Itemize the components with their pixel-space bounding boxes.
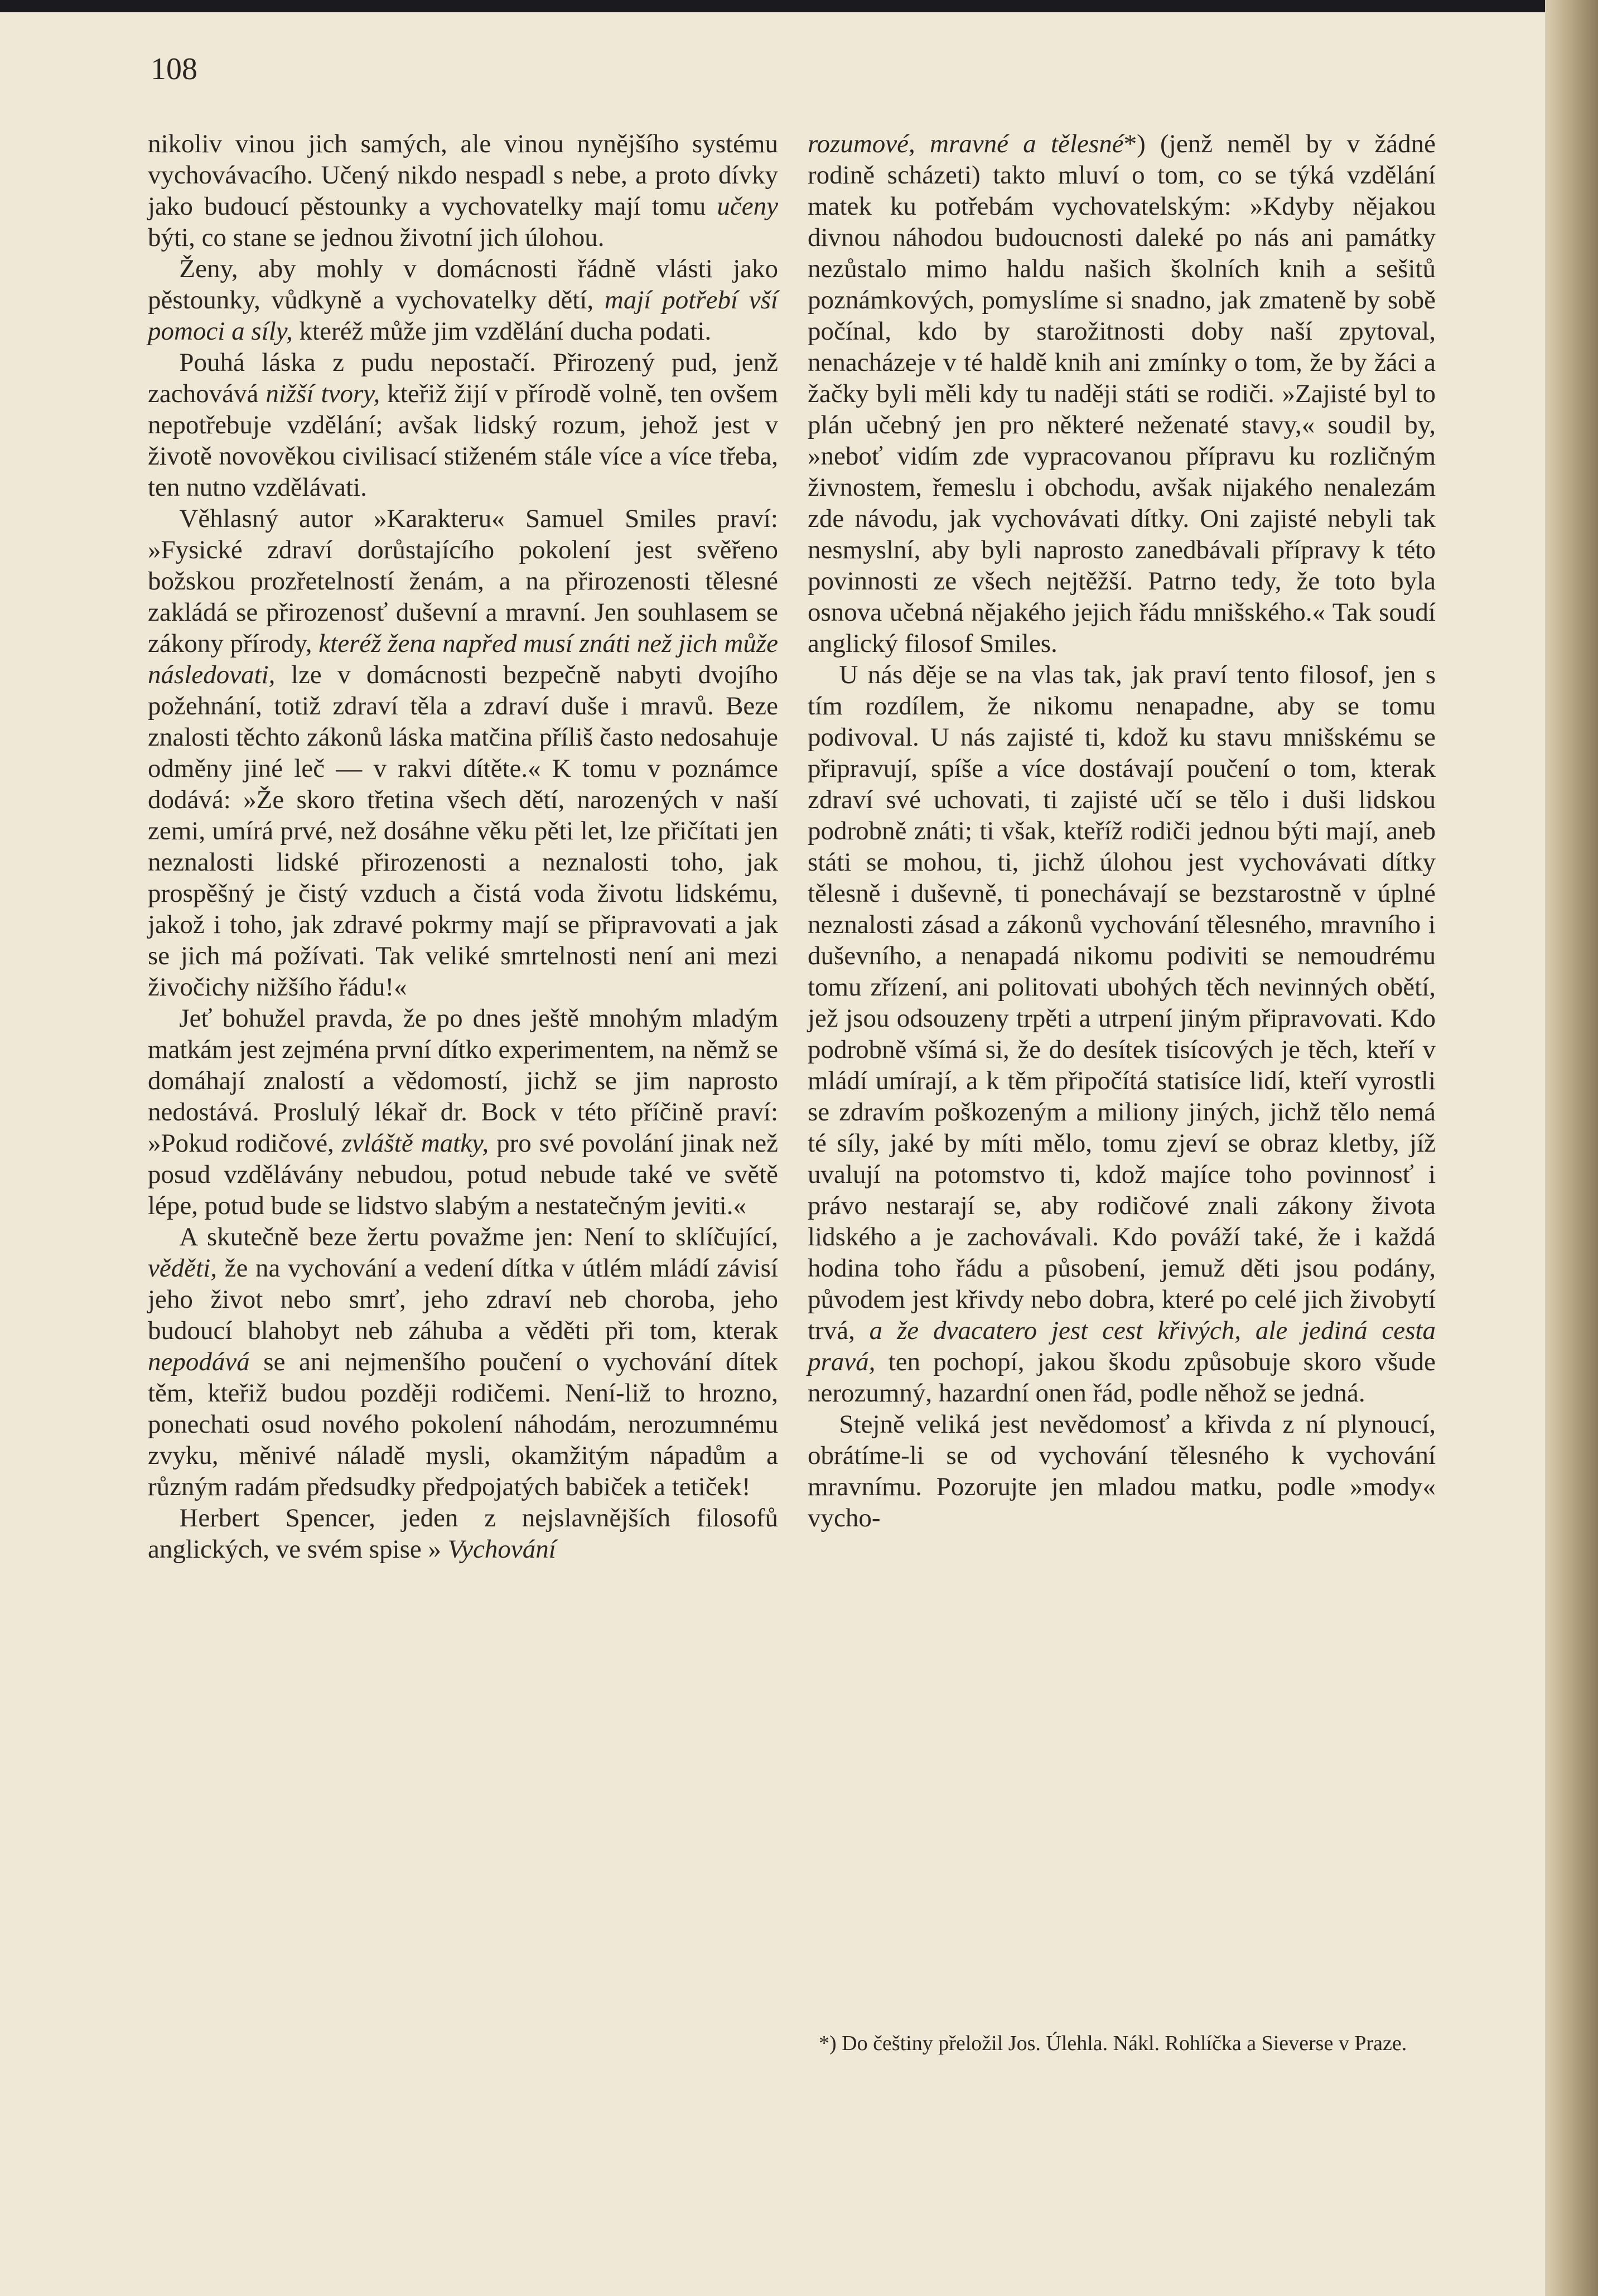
paragraph: nikoliv vinou jich samých, ale vinou nynějšího systému vychovávacího. Učený nikdo nespadl s nebe, a proto dívky jako budoucí pěstounky a vychovatelky mají tomu učeny býti, co stane se jednou životní jich úlohou.: [148, 129, 778, 252]
paragraph: Věhlasný autor »Karakteru« Samuel Smiles praví: »Fysické zdraví dorůstajícího pokolení jest svěřeno božskou prozřetelností ženám, a na přirozenosti tělesné zakládá se přirozenosť duševní a mravní. Jen souhlasem se zákony přírody, kteréž žena napřed musí znáti než jich může následovati, lze v domácnosti bezpečně nabyti dvojího požehnání, totiž zdraví těla a zdraví duše i mravů. Beze znalosti těchto zákonů láska matčina příliš často nedosahuje odměny jiné leč — v rakvi dítěte.« K tomu v poznámce dodává: »Že skoro třetina všech dětí, narozených v naší zemi, umírá prvé, než dosáhne věku pěti let, lze přičítati jen neznalosti lidské přirozenosti a neznalosti toho, jak prospěšný je čistý vzduch a čistá voda životu lidskému, jakož i toho, jak zdravé pokrmy mají se připravovati a jak se jich má požívati. Tak veliké smrtelnosti není ani mezi živočichy nižšího řádu!«: [148, 504, 779, 1002]
right-column: [808, 128, 1436, 1534]
paragraph: Stejně veliká jest nevědomosť a křivda z ní plynoucí, obrátíme-li se od vychování tělesného k vychování mravnímu. Pozorujte jen mladou matku, podle »mody« vycho-: [808, 1410, 1436, 1533]
paragraph: Jeť bohužel pravda, že po dnes ještě mnohým mladým matkám jest zejména první dítko experimentem, na němž se domáhají znalostí a vědomostí, jichž se jim naprosto nedostává. Proslulý lékař dr. Bock v této příčině praví: »Pokud rodičové, zvláště matky, pro své povolání jinak než posud vzdělávány nebudou, potud nebude také ve světě lépe, potud bude se lidstvo slabým a nestatečným jeviti.«: [148, 1004, 778, 1220]
scan-top-border: [0, 0, 1598, 12]
paragraph: rozumové, mravné a tělesné*) (jenž neměl by v žádné rodině scházeti) takto mluví o tom, co se týká vzdělání matek ku potřebám vychovatelským: »Kdyby nějakou divnou náhodou budoucnosti daleké po nás ani památky nezůstalo mimo haldu našich školních knih a sešitů poznámkových, pomyslíme si snadno, jak zmateně by sobě počínal, kdo by starožitnosti doby naší zpytoval, nenacházeje v té haldě knih ani zmínky o tom, že by žáci a žačky byli měli kdy tu naději státi se rodiči. »Zajisté byl to plán učebný jen pro některé neženaté stavy,« soudil by, »neboť vidím zde vypracovanou přípravu ku rozličným živnostem, řemeslu i obchodu, avšak nijakého nenalezám zde návodu, jak vychovávati dítky. Oni zajisté nebyli tak nesmyslní, aby byli naprosto zanedbávali přípravy k této povinnosti ze všech nejtěžší. Patrno tedy, že toto byla osnova učebná nějakého jejich řádu mnišského.« Tak soudí anglický filosof Smiles.: [808, 129, 1436, 658]
paragraph: Ženy, aby mohly v domácnosti řádně vlásti jako pěstounky, vůdkyně a vychovatelky dětí, mají potřebí vší pomoci a síly, kteréž může jim vzdělání ducha podati.: [148, 254, 778, 346]
paragraph: Herbert Spencer, jeden z nejslavnějších filosofů anglických, ve svém spise » Vychování: [148, 1504, 778, 1564]
paragraph: A skutečně beze žertu považme jen: Není to sklíčující, věděti, že na vychování a vedení dítka v útlém mládí závisí jeho život nebo smrť, jeho zdraví neb choroba, jeho budoucí blahobyt neb záhuba a věděti při tom, kterak nepodává se ani nejmenšího poučení o vychování dítek těm, kteřiž budou později rodičemi. Není-liž to hrozno, ponechati osud nového pokolení náhodám, nerozumnému zvyku, měnivé náladě mysli, okamžitým nápadům a různým radám předsudky předpojatých babiček a tetiček!: [148, 1222, 778, 1501]
paragraph: Pouhá láska z pudu nepostačí. Přirozený pud, jenž zachovává nižší tvory, kteřiž žijí v přírodě volně, ten ovšem nepotřebuje vzdělání; avšak lidský rozum, jehož jest v životě novověkou civilisací stiženém stále více a více třeba, ten nutno vzdělávati.: [148, 348, 778, 502]
left-column: [148, 128, 778, 1565]
paragraph: U nás děje se na vlas tak, jak praví tento filosof, jen s tím rozdílem, že nikomu nenapadne, aby se tomu podivoval. U nás zajisté ti, kdož ku stavu mnišskému se připravují, spíše a více dostávají poučení o tom, kterak zdraví své uchovati, ti zajisté učí se tělo i duši lidskou podrobně znáti; ti však, kteříž rodiči jednou býti mají, aneb státi se mohou, ti, jichž úlohou jest vychovávati dítky tělesně i duševně, ti ponechávají se bezstarostně v úplné neznalosti zásad a zákonů vychování tělesného, mravního i duševního, a nenapadá nikomu podiviti se nemoudrému tomu zřízení, ani politovati ubohých těch nevinných obětí, jež jsou odsouzeny trpěti a utrpení jiným připravovati. Kdo podrobně všímá si, že do desítek tisícových je těch, kteří v mládí umírají, a k těm připočítá statisíce lidí, kteří vyrostli se zdravím poškozeným a miliony jiných, jichž tělo nemá té síly, jaké by míti mělo, tomu zjeví se obraz kletby, jíž uvalují na potomstvo ti, kdož majíce toho povinnosť i právo nestarají se, aby rodičové znali zákony života lidského a je zachovávali. Kdo pováží také, že i každá hodina toho řádu a působení, jemuž děti jsou podány, původem jest křivdy nebo dobra, které po celé jich živobytí trvá, a že dvacatero jest cest křivých, ale jediná cesta pravá, ten pochopí, jakou škodu způsobuje skoro všude nerozumný, hazardní onen řád, podle něhož se jedná.: [808, 660, 1436, 1408]
page-number: 108: [151, 52, 197, 86]
book-spine-edge: [1545, 0, 1598, 2296]
footnote: *) Do češtiny přeložil Jos. Úlehla. Nákl. Rohlíčka a Sieverse v Praze.: [819, 2032, 1407, 2055]
